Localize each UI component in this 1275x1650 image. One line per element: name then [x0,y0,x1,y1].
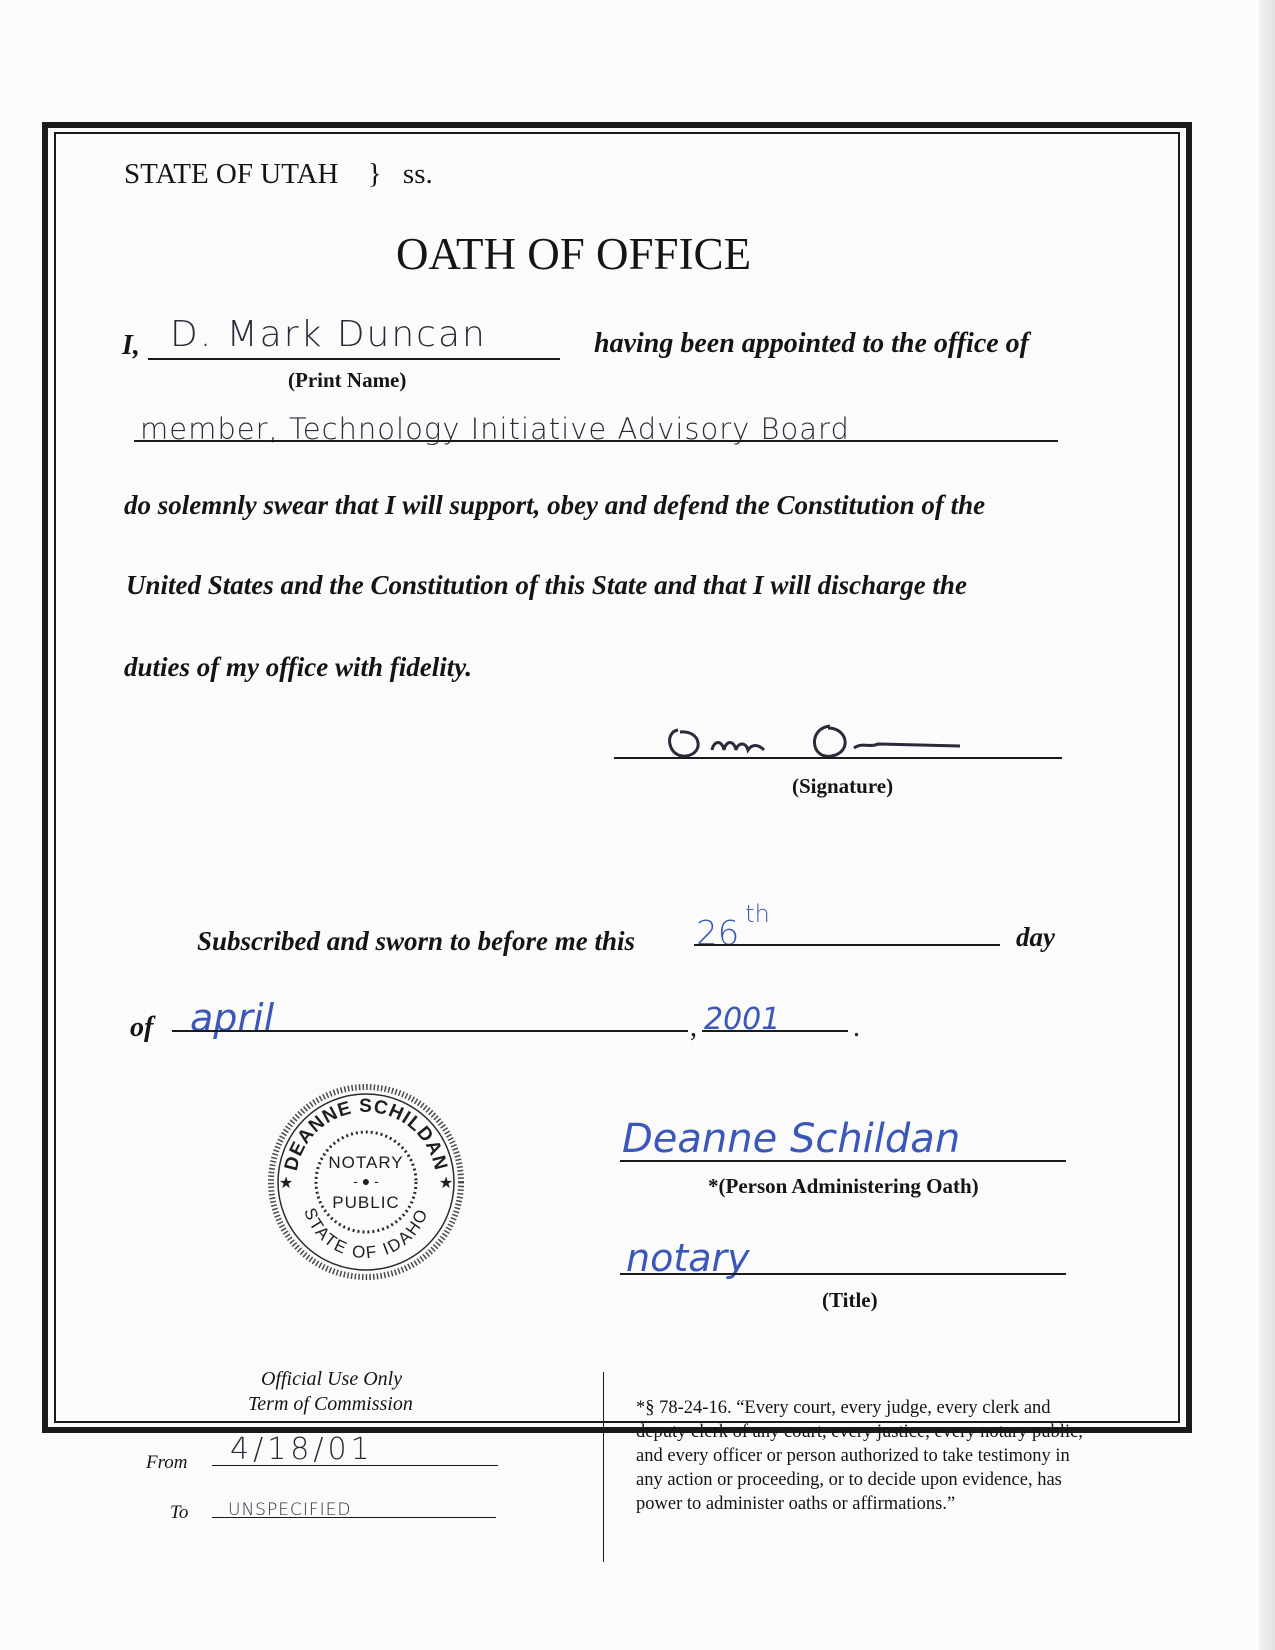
statute-line-5: power to administer oaths or affirmations.” [636,1494,956,1514]
brace: } [367,158,382,190]
subscribed-text: Subscribed and sworn to before me this [197,926,636,956]
notary-seal [266,1082,466,1282]
handwritten-month: april [190,996,275,1040]
handwritten-day [696,900,770,954]
svg-text:STATE OF IDAHO [300,1205,432,1262]
appointed-text: having been appointed to the office of [594,328,1029,359]
ss-label: ss. [402,158,433,190]
seal-notary: NOTARY [328,1153,404,1172]
day-line [694,944,1000,946]
administrator-line [620,1160,1066,1162]
to-value: UNSPECIFIED [228,1500,352,1520]
seal-name: DEANNE SCHILDAN [280,1095,452,1173]
statute-line-4: any action or proceeding, or to decide upon evidence, has [636,1470,1062,1490]
year-line [702,1030,848,1032]
handwritten-title: notary [626,1236,750,1280]
state-name: STATE OF UTAH [124,158,339,190]
from-date: 4/18/01 [230,1432,374,1467]
statute-line-1: *§ 78-24-16. “Every court, every judge, every clerk and [636,1398,1051,1418]
comma: , [690,1012,697,1043]
to-label: To [170,1502,189,1523]
day-number: 26 [696,913,740,954]
i-prefix: I, [122,330,140,361]
administrator-signature: Deanne Schildan [622,1116,961,1162]
oath-line-1: do solemnly swear that I will support, obey and defend the Constitution of the [124,490,986,520]
handwritten-name: D. Mark Duncan [170,314,487,355]
handwritten-year: 2001 [704,1002,781,1037]
column-divider [603,1372,604,1562]
seal-star-left: ★ [278,1175,294,1192]
day-suffix: th [745,900,770,928]
administrator-caption: *(Person Administering Oath) [708,1174,979,1198]
statute-text [636,1396,1083,1516]
term-heading: Term of Commission [248,1393,413,1415]
title-caption: (Title) [822,1288,878,1312]
title-line [620,1273,1066,1275]
day-label: day [1016,922,1055,952]
official-use-heading: Official Use Only [261,1368,403,1390]
page-edge [1259,0,1275,1650]
seal-star-right: ★ [438,1175,454,1192]
of-label: of [130,1012,154,1043]
from-line [212,1465,498,1466]
office-line [134,440,1058,442]
period: . [853,1012,860,1043]
statute-line-3: and every officer or person authorized to take testimony in [636,1446,1070,1466]
svg-text:- ● -: - ● - [353,1173,379,1189]
document-title: OATH OF OFFICE [396,229,752,279]
statute-line-2: deputy clerk of any court, every justice, every notary public, [636,1422,1083,1442]
signature-caption: (Signature) [792,774,894,798]
to-line [212,1517,496,1518]
handwritten-office: member, Technology Initiative Advisory Board [140,412,850,446]
from-label: From [146,1452,188,1473]
oath-line-2: United States and the Constitution of this State and that I will discharge the [126,570,967,600]
seal-state: STATE OF IDAHO [300,1205,432,1263]
signature-line [614,757,1062,759]
print-name-caption: (Print Name) [288,368,407,392]
oath-line-3: duties of my office with fidelity. [124,652,472,682]
name-line [148,358,560,360]
seal-public: PUBLIC [332,1193,400,1212]
month-line [172,1030,688,1032]
state-heading [124,158,433,191]
